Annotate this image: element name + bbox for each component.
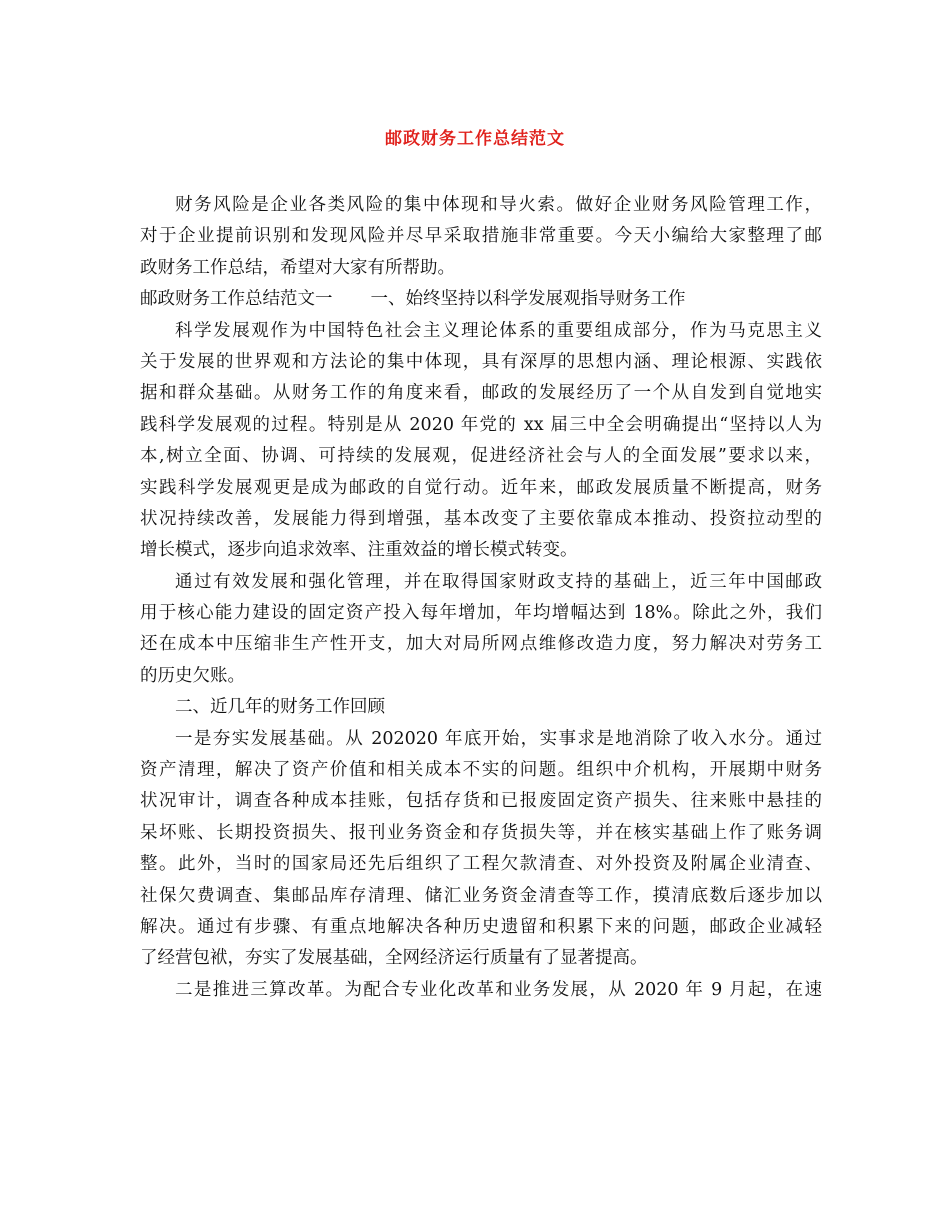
section-label: 邮政财务工作总结范文一 xyxy=(140,289,333,310)
page-title: 邮政财务工作总结范文 xyxy=(385,129,565,149)
text-line: 二、近几年的财务工作回顾 xyxy=(175,697,385,718)
text-line: 政财务工作总结，希望对大家有所帮助。 xyxy=(140,257,455,278)
text-line: 了经营包袱，夯实了发展基础，全网经济运行质量有了显著提高。 xyxy=(140,948,648,969)
text-line: 的历史欠账。 xyxy=(140,665,245,686)
text-line: 资产清理，解决了资产价值和相关成本不实的问题。组织中介机构，开展期中财务 xyxy=(140,760,822,781)
text-line: 整。此外，当时的国家局还先后组织了工程欠款清查、对外投资及附属企业清查、 xyxy=(140,854,822,875)
section-heading-row xyxy=(140,284,822,315)
text-line: 关于发展的世界观和方法论的集中体现，具有深厚的思想内涵、理论根源、实践依 xyxy=(140,351,822,372)
text-line: 对于企业提前识别和发现风险并尽早采取措施非常重要。今天小编给大家整理了邮 xyxy=(140,226,822,247)
text-line: 增长模式，逐步向追求效率、注重效益的增长模式转变。 xyxy=(140,540,578,561)
text-line: 本,树立全面、协调、可持续的发展观，促进经济社会与人的全面发展”要求以来， xyxy=(140,446,822,467)
text-line: 二是推进三算改革。为配合专业化改革和业务发展，从 2020 年 9 月起，在速 xyxy=(175,979,822,1000)
text-line: 社保欠费调查、集邮品库存清理、储汇业务资金清查等工作，摸清底数后逐步加以 xyxy=(140,885,822,906)
section-heading: 一、始终坚持以科学发展观指导财务工作 xyxy=(370,289,686,310)
text-line: 据和群众基础。从财务工作的角度来看，邮政的发展经历了一个从自发到自觉地实 xyxy=(140,383,822,404)
document-body xyxy=(140,190,822,1006)
text-line: 呆坏账、长期投资损失、报刊业务资金和存货损失等，并在核实基础上作了账务调 xyxy=(140,822,822,843)
text-line: 还在成本中压缩非生产性开支，加大对局所网点维修改造力度，努力解决对劳务工 xyxy=(140,634,822,655)
text-line: 状况持续改善，发展能力得到增强，基本改变了主要依靠成本推动、投资拉动型的 xyxy=(140,508,822,529)
text-line: 实践科学发展观更是成为邮政的自觉行动。近年来，邮政发展质量不断提高，财务 xyxy=(140,477,822,498)
text-line: 解决。通过有步骤、有重点地解决各种历史遗留和积累下来的问题，邮政企业减轻 xyxy=(140,916,822,937)
text-line: 一是夯实发展基础。从 202020 年底开始，实事求是地消除了收入水分。通过 xyxy=(175,728,822,749)
text-line: 通过有效发展和强化管理，并在取得国家财政支持的基础上，近三年中国邮政 xyxy=(175,571,822,592)
text-line: 财务风险是企业各类风险的集中体现和导火索。做好企业财务风险管理工作， xyxy=(175,195,822,215)
text-line: 状况审计，调查各种成本挂账，包括存货和已报废固定资产损失、往来账中悬挂的 xyxy=(140,791,822,812)
text-line: 践科学发展观的过程。特别是从 2020 年党的 xx 届三中全会明确提出“坚持以人为 xyxy=(140,414,822,435)
text-line: 用于核心能力建设的固定资产投入每年增加，年均增幅达到 18%。除此之外，我们 xyxy=(140,603,822,624)
text-line: 科学发展观作为中国特色社会主义理论体系的重要组成部分，作为马克思主义 xyxy=(175,320,822,341)
